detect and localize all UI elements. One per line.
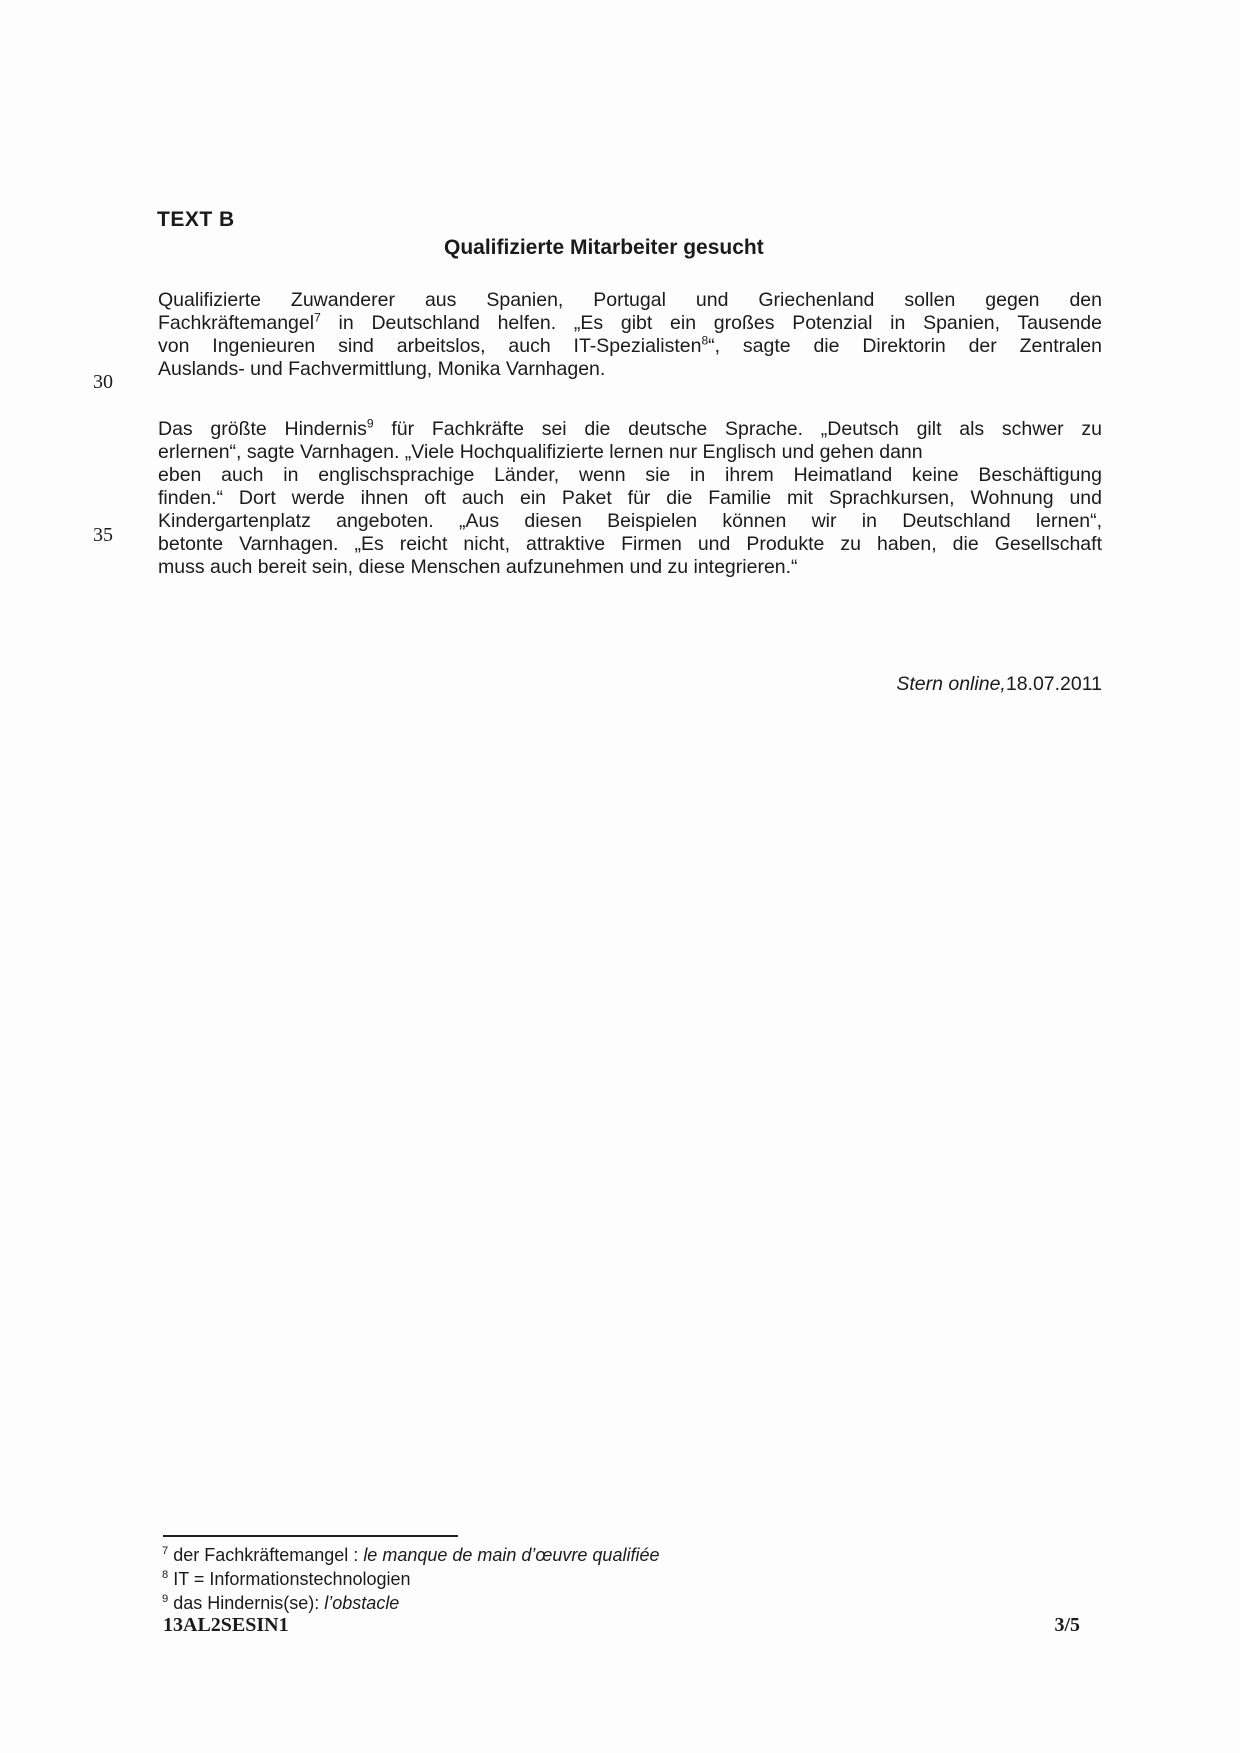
footnote-ref: 9	[366, 416, 374, 431]
document-code: 13AL2SESIN1	[163, 1614, 289, 1636]
section-label: TEXT B	[157, 208, 235, 231]
footnote-number: 7	[162, 1545, 169, 1557]
footnote-number: 9	[162, 1593, 169, 1605]
text-line: Auslands- und Fachvermittlung, Monika Varnhagen.	[158, 358, 606, 380]
footnote-divider	[163, 1535, 458, 1537]
source-citation	[896, 673, 1102, 696]
line-number-30: 30	[93, 371, 113, 393]
text-span: “, sagte die Direktorin der Zentralen	[708, 335, 1102, 357]
source-name: Stern online,	[896, 673, 1006, 695]
footnote-8	[162, 1567, 659, 1591]
text-span: Fachkräftemangel	[158, 312, 315, 334]
page-number: 3/5	[1054, 1614, 1080, 1636]
footnote-term: das Hindernis(se):	[168, 1593, 325, 1613]
text-line	[158, 312, 1102, 335]
source-date: 18.07.2011	[1005, 673, 1102, 695]
text-line	[158, 418, 1102, 441]
article-title: Qualifizierte Mitarbeiter gesucht	[444, 236, 764, 259]
text-line: erlernen“, sagte Varnhagen. „Viele Hochqualifizierte lernen nur Englisch und gehen dann	[158, 441, 923, 463]
footnote-term: der Fachkräftemangel :	[168, 1545, 364, 1565]
text-line: Qualifizierte Zuwanderer aus Spanien, Portugal und Griechenland sollen gegen den	[158, 289, 1102, 311]
text-line: betonte Varnhagen. „Es reicht nicht, attraktive Firmen und Produkte zu haben, die Gesellschaft	[158, 533, 1102, 555]
text-span: von Ingenieuren sind arbeitslos, auch IT-Spezialisten	[158, 335, 702, 357]
footnote-translation: le manque de main d’œuvre qualifiée	[363, 1545, 660, 1565]
footnote-ref: 8	[701, 333, 709, 348]
text-line: finden.“ Dort werde ihnen oft auch ein Paket für die Familie mit Sprachkursen, Wohnung und	[158, 487, 1102, 509]
text-span: für Fachkräfte sei die deutsche Sprache. „Deutsch gilt als schwer zu	[373, 418, 1102, 440]
text-span: Das größte Hindernis	[158, 418, 367, 440]
footnote-7	[162, 1543, 659, 1567]
line-number-35: 35	[93, 524, 113, 546]
text-line: Kindergartenplatz angeboten. „Aus diesen Beispielen können wir in Deutschland lernen“,	[158, 510, 1102, 532]
footnote-9	[162, 1591, 659, 1615]
paragraph-1	[158, 289, 1102, 381]
footnote-translation: l’obstacle	[324, 1593, 400, 1613]
text-span: in Deutschland helfen. „Es gibt ein großes Potenzial in Spanien, Tausende	[320, 312, 1102, 334]
footnote-number: 8	[162, 1569, 169, 1581]
paragraph-2	[158, 418, 1102, 579]
footnotes	[162, 1543, 659, 1615]
text-line: eben auch in englischsprachige Länder, wenn sie in ihrem Heimatland keine Beschäftigung	[158, 464, 1102, 486]
footnote-text: IT = Informationstechnologien	[168, 1569, 411, 1589]
footnote-ref: 7	[314, 310, 321, 325]
text-line	[158, 335, 1102, 358]
text-line: muss auch bereit sein, diese Menschen aufzunehmen und zu integrieren.“	[158, 556, 798, 578]
